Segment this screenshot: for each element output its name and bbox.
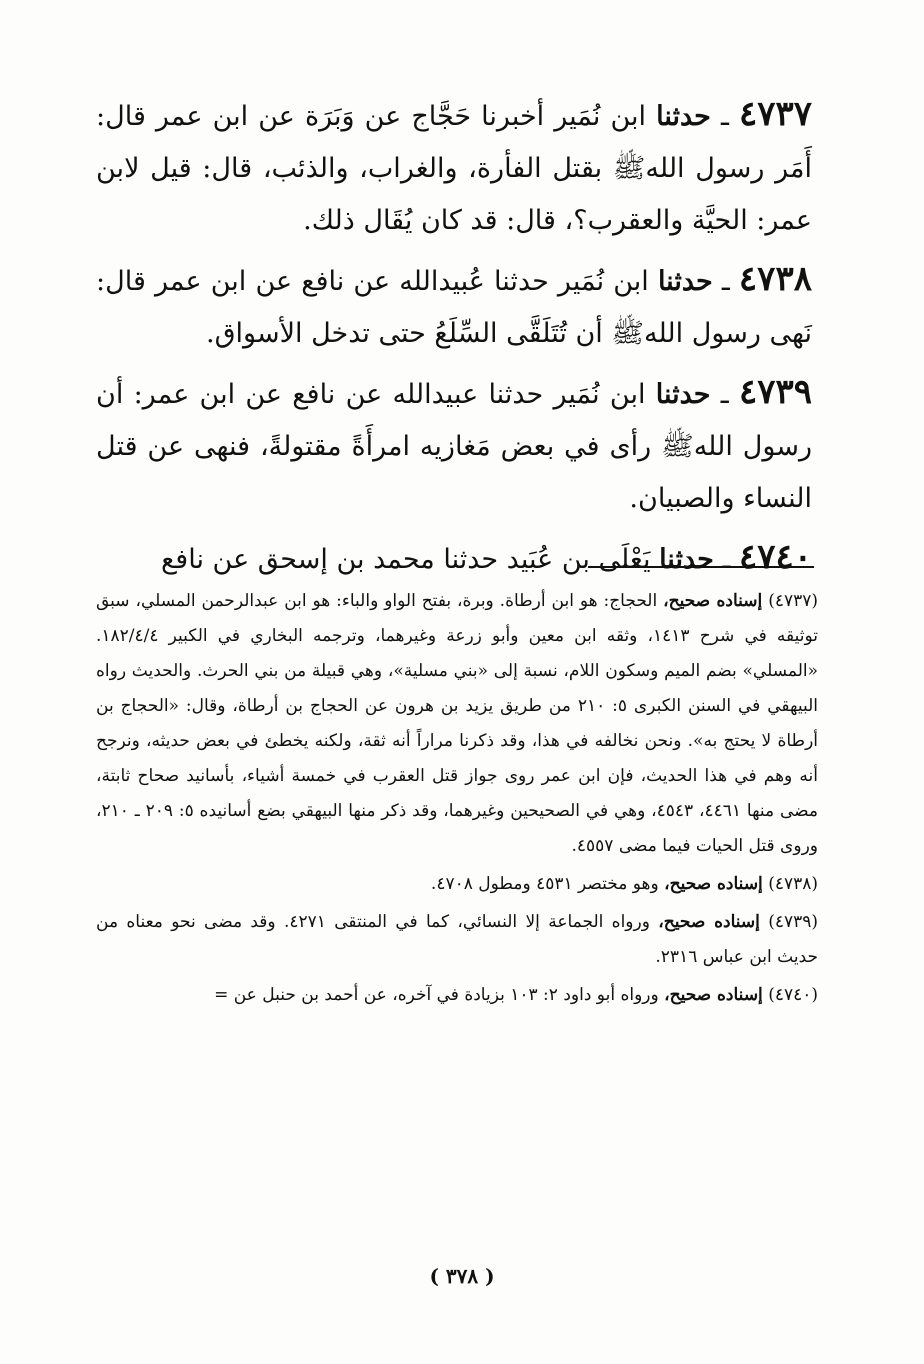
hadith-body: يَعْلَى بن عُبَيد حدثنا محمد بن إسحق عن نافع — [160, 544, 651, 575]
hadith-number: ٤٧٤٠ — [738, 537, 812, 577]
footnote-text: ورواه الجماعة إلا النسائي، كما في المنتقى ٤٢٧١. وقد مضى نحو معناه من حديث ابن عباس ٢٣١٦. — [96, 912, 818, 967]
footnote-4739 — [96, 905, 818, 975]
footnote-ref: (٤٧٣٩) — [768, 912, 818, 932]
dash: ـ — [721, 266, 730, 297]
narration-keyword: حدثنا — [656, 101, 711, 132]
hadith-4740 — [96, 531, 812, 586]
hadith-4738 — [96, 253, 812, 360]
footnote-4737 — [96, 584, 818, 864]
hadith-number: ٤٧٣٧ — [738, 94, 812, 134]
footnote-label: إسناده صحيح، — [664, 985, 763, 1005]
footnote-text: ورواه أبو داود ٢: ١٠٣ بزيادة في آخره، عن أحمد بن حنبل عن = — [214, 985, 659, 1005]
footnote-text: الحجاج: هو ابن أرطاة. وبرة، بفتح الواو والباء: هو ابن عبدالرحمن المسلي، سبق توثيقه في شرح ١٤١٣، وثقه ابن معين وأبو زرعة وغيرهما، وترجمه البخاري في الكبير ١٨٢/٤/٤. «المسلي» بضم الميم وسكون اللام، نسبة إلى «بني مسلية»، وهي قبيلة من بني الحرث. والحديث رواه البيهقي في السنن الكبرى ٥: ٢١٠ من طريق يزيد بن هرون عن الحجاج بن أرطاة، وقال: «الحجاج بن أرطاة لا يحتج به». ونحن نخالفه في هذا، وقد ذكرنا مراراً أنه ثقة، ولكنه يخطئ في بعض حديثه، ونرجح أنه وهم في هذا الحديث، فإن ابن عمر روى جواز قتل العقرب في خمسة أشياء، بأسانيد صحاح ثابتة، مضى منها ٤٤٦١، ٤٥٤٣، وهي في الصحيحين وغيرهما، وقد ذكر منها البيهقي بضع أسانيده ٥: ٢٠٩ ـ ٢١٠، وروى قتل الحيات فيما مضى ٤٥٥٧. — [96, 591, 819, 856]
hadith-body: ابن نُمَير حدثنا عبيدالله عن نافع عن ابن عمر: أن رسول اللهﷺ رأى في بعض مَغازيه امرأَةً مقتولةً، فنهى عن قتل النساء والصبيان. — [96, 379, 812, 514]
hadith-number: ٤٧٣٩ — [738, 372, 812, 412]
page-number: ( ٣٧٨ ) — [429, 1264, 495, 1288]
footnote-separator — [588, 566, 814, 568]
hadith-text-block — [96, 88, 812, 592]
hadith-body: ابن نُمَير أخبرنا حَجَّاج عن وَبَرَة عن ابن عمر قال: أَمَر رسول اللهﷺ بقتل الفأرة، والغراب، والذئب، قال: قيل لابن عمر: الحيَّة والعقرب؟، قال: قد كان يُقَال ذلك. — [96, 101, 812, 236]
hadith-body: ابن نُمَير حدثنا عُبيدالله عن نافع عن ابن عمر قال: نَهى رسول اللهﷺ أن تُتَلَقَّى السِّلَعُ حتى تدخل الأسواق. — [96, 266, 812, 349]
footnote-label: إسناده صحيح، — [658, 912, 760, 932]
footnote-text: وهو مختصر ٤٥٣١ ومطول ٤٧٠٨. — [430, 874, 659, 894]
footnote-4738 — [96, 867, 818, 902]
dash: ـ — [720, 101, 729, 132]
narration-keyword: حدثنا — [659, 544, 714, 575]
footnote-ref: (٤٧٣٧) — [768, 591, 818, 611]
footnote-ref: (٤٧٤٠) — [768, 985, 818, 1005]
footnotes-block — [96, 584, 818, 1016]
narration-keyword: حدثنا — [657, 266, 713, 297]
hadith-number: ٤٧٣٨ — [738, 259, 812, 299]
footnote-ref: (٤٧٣٨) — [768, 874, 818, 894]
dash: ـ — [722, 544, 731, 575]
footnote-label: إسناده صحيح، — [664, 874, 763, 894]
narration-keyword: حدثنا — [655, 379, 711, 410]
hadith-4737 — [96, 88, 812, 247]
dash: ـ — [720, 379, 729, 410]
footnote-label: إسناده صحيح، — [663, 591, 763, 611]
footnote-4740 — [96, 978, 818, 1013]
hadith-4739 — [96, 366, 812, 525]
